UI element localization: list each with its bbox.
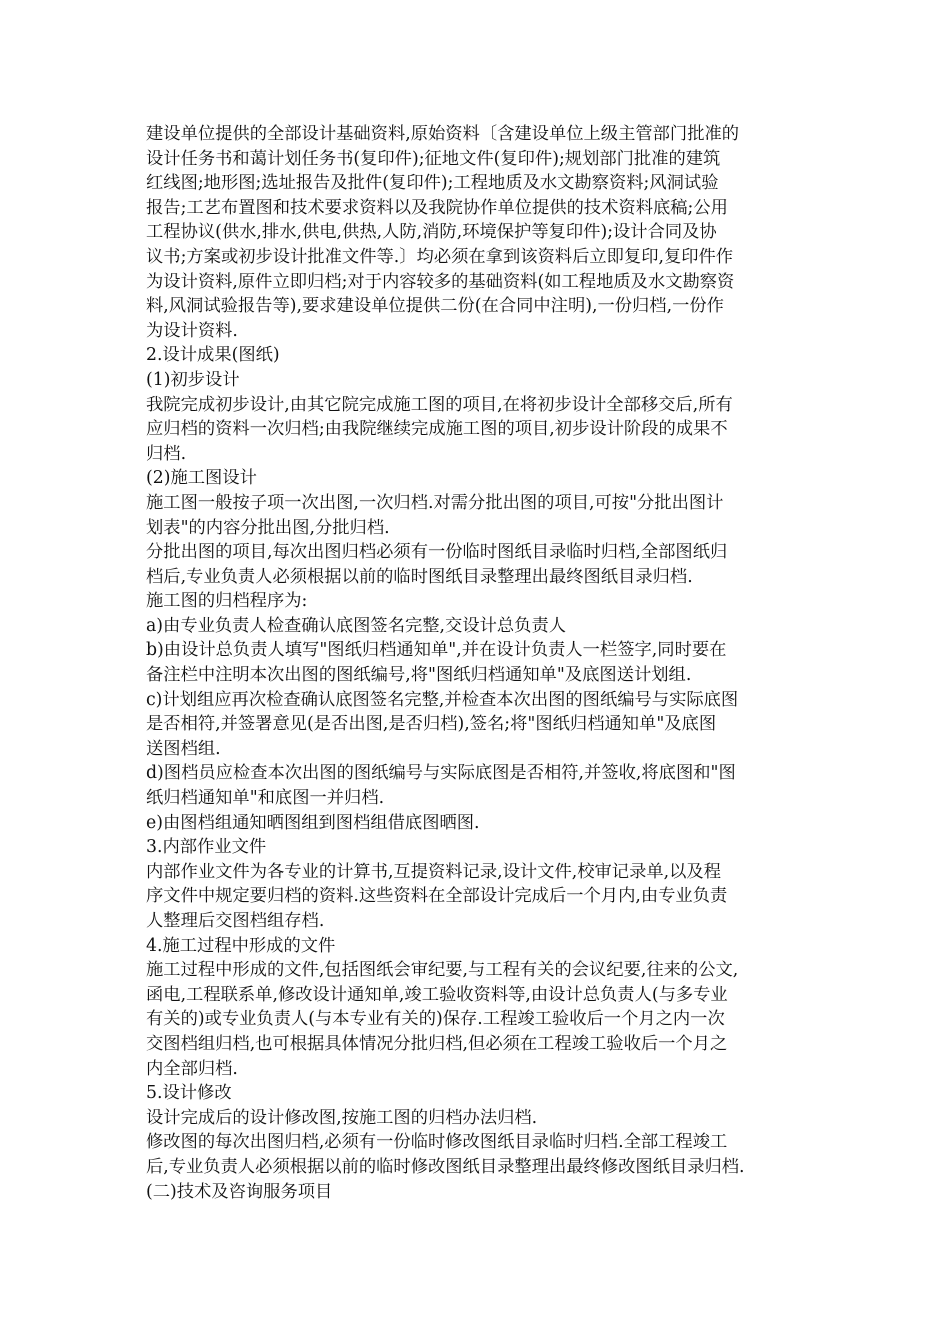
text-line: 分批出图的项目,每次出图归档必须有一份临时图纸目录临时归档,全部图纸归 (146, 542, 728, 563)
text-line: 送图档组. (146, 738, 221, 759)
list-item: a)由专业负责人检查确认底图签名完整,交设计总负责人 (146, 615, 567, 636)
section-heading: 2.设计成果(图纸) (146, 345, 280, 366)
text-line: 应归档的资料一次归档;由我院继续完成施工图的项目,初步设计阶段的成果不 (146, 419, 728, 440)
text-line: 序文件中规定要归档的资料.这些资料在全部设计完成后一个月内,由专业负责 (146, 886, 728, 907)
section-heading: (二)技术及咨询服务项目 (146, 1181, 333, 1202)
text-line: 有关的)或专业负责人(与本专业有关的)保存.工程竣工验收后一个月之内一次 (146, 1009, 725, 1030)
text-line: 内部作业文件为各专业的计算书,互提资料记录,设计文件,校审记录单,以及程 (146, 861, 721, 882)
text-line: 工程协议(供水,排水,供电,供热,人防,消防,环境保护等复印件);设计合同及协 (146, 222, 717, 243)
text-line: 报告;工艺布置图和技术要求资料以及我院协作单位提供的技术资料底稿;公用 (146, 197, 728, 218)
text-line: 归档. (146, 443, 187, 464)
text-line: 交图档组归档,也可根据具体情况分批归档,但必须在工程竣工验收后一个月之 (146, 1033, 728, 1054)
text-line: 红线图;地形图;选址报告及批件(复印件);工程地质及水文勘察资料;风洞试验 (146, 173, 719, 194)
text-line: 后,专业负责人必须根据以前的临时修改图纸目录整理出最终修改图纸目录归档. (146, 1156, 745, 1177)
list-item: d)图档员应检查本次出图的图纸编号与实际底图是否相符,并签收,将底图和"图 (146, 763, 736, 784)
section-heading: 3.内部作业文件 (146, 837, 267, 858)
list-item: e)由图档组通知晒图组到图档组借底图晒图. (146, 812, 480, 833)
section-heading: 4.施工过程中形成的文件 (146, 935, 336, 956)
text-line: 设计任务书和蔼计划任务书(复印件);征地文件(复印件);规划部门批准的建筑 (146, 148, 721, 169)
text-line: 议书;方案或初步设计批准文件等.〕均必须在拿到该资料后立即复印,复印件作 (146, 246, 734, 267)
text-line: 设计完成后的设计修改图,按施工图的归档办法归档. (146, 1107, 538, 1128)
text-line: 为设计资料,原件立即归档;对于内容较多的基础资料(如工程地质及水文勘察资 (146, 271, 735, 292)
text-line: 是否相符,并签署意见(是否出图,是否归档),签名;将"图纸归档通知单"及底图 (146, 714, 717, 735)
text-line: 施工图一般按子项一次出图,一次归档.对需分批出图的项目,可按"分批出图计 (146, 492, 724, 513)
text-line: 内全部归档. (146, 1058, 238, 1079)
list-item: b)由设计总负责人填写"图纸归档通知单",并在设计负责人一栏签字,同时要在 (146, 640, 727, 661)
text-line: 施工过程中形成的文件,包括图纸会审纪要,与工程有关的会议纪要,往来的公文, (146, 960, 739, 981)
subsection-heading: (2)施工图设计 (146, 468, 257, 489)
list-item: c)计划组应再次检查确认底图签名完整,并检查本次出图的图纸编号与实际底图 (146, 689, 739, 710)
text-line: 备注栏中注明本次出图的图纸编号,将"图纸归档通知单"及底图送计划组. (146, 665, 692, 686)
document-body (146, 122, 826, 1204)
text-line: 修改图的每次出图归档,必须有一份临时修改图纸目录临时归档.全部工程竣工 (146, 1132, 728, 1153)
section-heading: 5.设计修改 (146, 1083, 232, 1104)
text-line: 建设单位提供的全部设计基础资料,原始资料〔含建设单位上级主管部门批准的 (146, 124, 740, 144)
text-line: 人整理后交图档组存档. (146, 911, 325, 931)
text-line: 料,风洞试验报告等),要求建设单位提供二份(在合同中注明),一份归档,一份作 (146, 296, 724, 317)
text-line: 划表"的内容分批出图,分批归档. (146, 517, 390, 538)
text-line: 我院完成初步设计,由其它院完成施工图的项目,在将初步设计全部移交后,所有 (146, 394, 733, 415)
text-line: 函电,工程联系单,修改设计通知单,竣工验收资料等,由设计总负责人(与多专业 (146, 984, 728, 1005)
text-line: 为设计资料. (146, 320, 238, 341)
text-line: 档后,专业负责人必须根据以前的临时图纸目录整理出最终图纸目录归档. (146, 566, 693, 587)
text-line: 纸归档通知单"和底图一并归档. (146, 788, 385, 809)
text-line: 施工图的归档程序为: (146, 591, 308, 612)
subsection-heading: (1)初步设计 (146, 369, 240, 390)
